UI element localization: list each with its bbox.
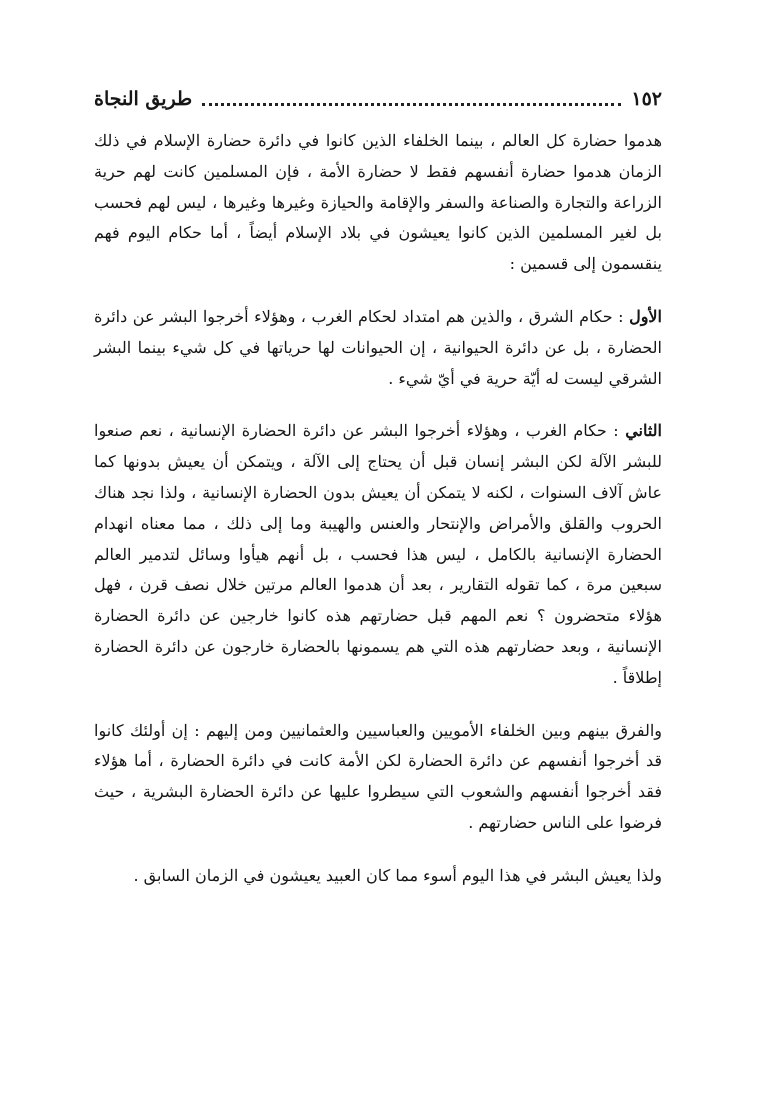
paragraph-text: والفرق بينهم وبين الخلفاء الأمويين والعباسيين والعثمانيين ومن إليهم : إن أولئك كانوا قد أخرجوا أنفسهم عن دائرة الحضارة لكن الأمة كانت في دائرة الحضارة ، أما هؤلاء فقد أخرجوا أنفسهم والشعوب التي سيطروا عليها عن دائرة الحضارة البشرية ، حيث فرضوا على الناس حضارتهم . <box>94 720 662 832</box>
paragraph-second-category <box>94 416 662 693</box>
paragraph-lead-word: الأول <box>629 306 662 326</box>
paragraph-text: : حكام الشرق ، والذين هم امتداد لحكام الغرب ، وهؤلاء أخرجوا البشر عن دائرة الحضارة ، بل عن دائرة الحيوانية ، إن الحيوانات لها حرياتها في كل شيء بينما البشر الشرقي ليست له أيّة حرية في أيّ شيء . <box>94 306 662 388</box>
paragraph-difference <box>94 716 662 839</box>
header-dotted-leader <box>202 101 621 106</box>
paragraph-lead-word: الثاني <box>625 421 662 441</box>
paragraph-intro <box>94 126 662 280</box>
paragraph-conclusion <box>94 861 662 892</box>
running-title: طريق النجاة <box>94 88 193 110</box>
page-header <box>94 84 662 114</box>
paragraph-text: : حكام الغرب ، وهؤلاء أخرجوا البشر عن دائرة الحضارة الإنسانية ، نعم صنعوا للبشر الآلة لكن البشر إنسان قبل أن يحتاج إلى الآلة ، ويتمكن أن يعيش بدونها كما عاش آلاف السنوات ، لكنه لا يتمكن أن يعيش بدون الحضارة الإنسانية ، ولذا نجد هناك الحروب والقلق والأمراض والإنتحار والعنس والهيبة وما إلى ذلك ، مما معناه انهدام الحضارة الإنسانية بالكامل ، ليس هذا فحسب ، بل أنهم هيأوا وسائل لتدمير العالم سبعين مرة ، كما تقوله التقارير ، بعد أن هدموا العالم مرتين خلال نصف قرن ، فهل هؤلاء متحضرون ؟ نعم المهم قبل حضارتهم هذه كانوا خارجين عن دائرة الحضارة الإنسانية ، وبعد حضارتهم هذه التي هم يسمونها بالحضارة خارجون عن دائرة الحضارة إطلاقاً . <box>94 421 663 687</box>
paragraph-first-category <box>94 302 662 394</box>
page-number: ١٥٢ <box>631 88 662 110</box>
paragraph-text: هدموا حضارة كل العالم ، بينما الخلفاء الذين كانوا في دائرة حضارة الإسلام في ذلك الزمان هدموا حضارة أنفسهم فقط لا حضارة الأمة ، فإن المسلمين كانت لهم حرية الزراعة والتجارة والصناعة والسفر والإقامة والحيازة وغيرها وغيرها ، ليس لهم فحسب بل لغير المسلمين الذين كانوا يعيشون في بلاد الإسلام أيضاً ، أما حكام اليوم فهم ينقسمون إلى قسمين : <box>94 131 663 274</box>
paragraph-text: ولذا يعيش البشر في هذا اليوم أسوء مما كان العبيد يعيشون في الزمان السابق . <box>133 865 662 885</box>
body-text <box>94 126 662 892</box>
